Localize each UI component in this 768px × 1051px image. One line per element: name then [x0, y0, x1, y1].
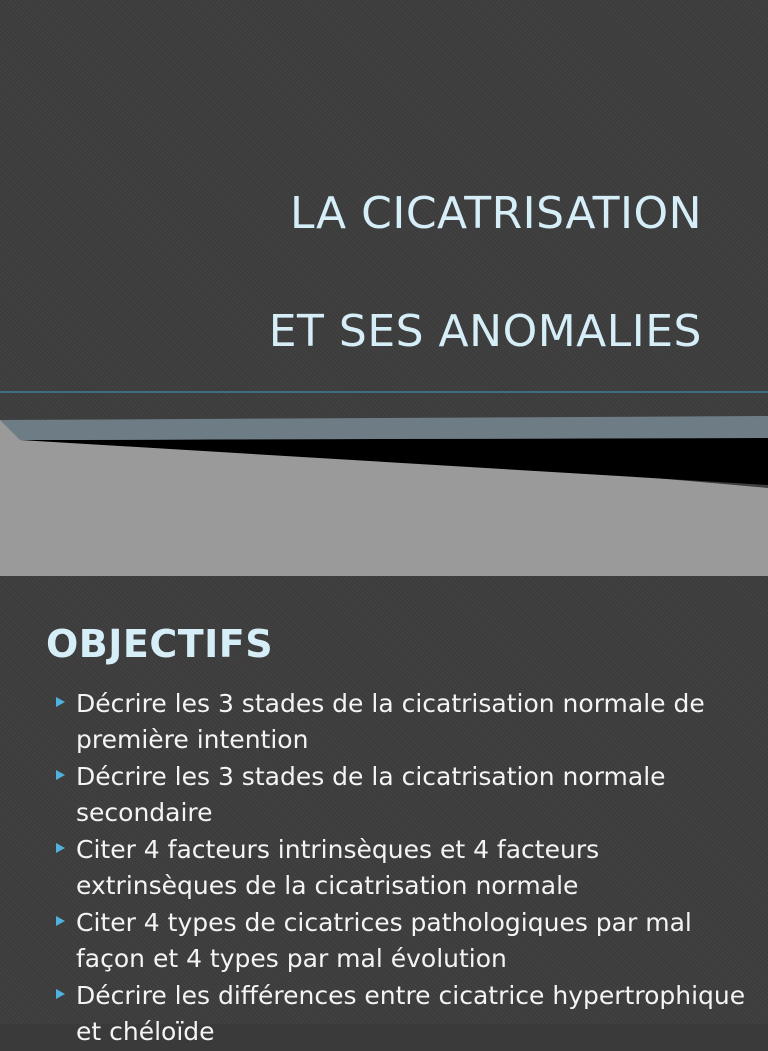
objectives-heading: OBJECTIFS	[46, 622, 274, 666]
objective-text: Citer 4 types de cicatrices pathologiques par mal façon et 4 types par mal évolution	[76, 908, 692, 973]
objective-text: Décrire les différences entre cicatrice hypertrophique et chéloïde	[76, 981, 746, 1046]
objectives-list	[52, 686, 752, 1051]
triangle-bullet-icon	[56, 843, 65, 853]
objective-text: Décrire les 3 stades de la cicatrisation normale secondaire	[76, 762, 666, 827]
triangle-bullet-icon	[56, 697, 65, 707]
objective-item-4	[52, 905, 752, 977]
triangle-bullet-icon	[56, 989, 65, 999]
objective-item-3	[52, 832, 752, 904]
title-line-2: ET SES ANOMALIES	[268, 306, 702, 357]
objective-text: Décrire les 3 stades de la cicatrisation normale de première intention	[76, 689, 705, 754]
objective-item-5	[52, 978, 752, 1050]
title-line-1: LA CICATRISATION	[290, 188, 702, 239]
objective-text: Citer 4 facteurs intrinsèques et 4 facteurs extrinsèques de la cicatrisation normale	[76, 835, 600, 900]
light-stripe	[0, 416, 768, 440]
objectives-slide	[0, 576, 768, 1046]
objective-item-2	[52, 759, 752, 831]
triangle-bullet-icon	[56, 916, 65, 926]
objective-item-1	[52, 686, 752, 758]
triangle-bullet-icon	[56, 770, 65, 780]
